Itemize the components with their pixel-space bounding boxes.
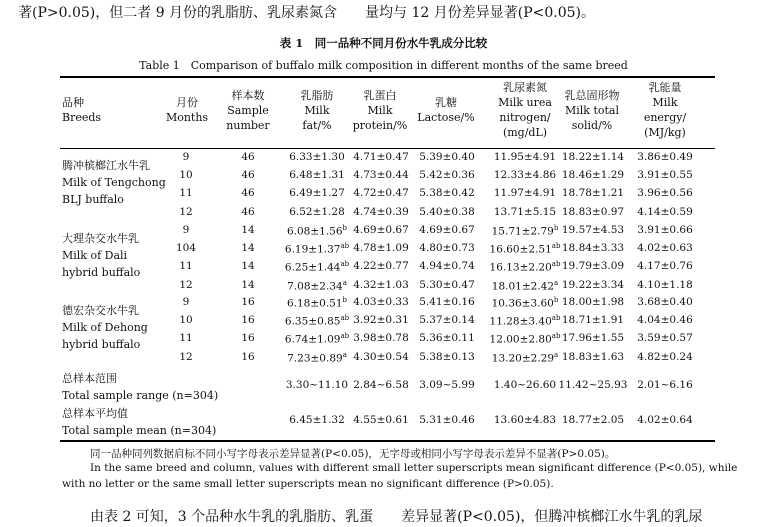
table-cell: 4.82±0.24 [637, 350, 693, 363]
table-cell: 4.74±0.39 [353, 205, 409, 218]
superscript-letter: ab [340, 242, 350, 251]
superscript-letter: a [342, 278, 347, 287]
breed-name-line: 德宏杂交水牛乳 [62, 304, 139, 317]
table-cell: 18.22±1.14 [561, 151, 625, 163]
total-cell: 2.01~6.16 [637, 379, 693, 391]
table-cell: 46 [241, 169, 255, 182]
table-cell: 4.94±0.74 [419, 260, 475, 273]
breed-name-line: BLJ buffalo [62, 193, 124, 206]
superscript-letter: ab [340, 332, 350, 341]
column-header-line: (mg/dL) [502, 126, 548, 139]
column-header-line: 乳能量 [648, 81, 682, 94]
breed-name-line: hybrid buffalo [62, 338, 141, 351]
table-caption-zh: 表 1 同一品种不同月份水牛乳成分比较 [279, 36, 488, 50]
table-cell: 19.79±3.09 [561, 260, 625, 273]
table-cell: 15.71±2.79$^b$ [491, 224, 559, 238]
column-header-line: nitrogen/ [499, 111, 551, 124]
table-cell: 18.71±1.91 [561, 314, 625, 327]
table-cell: 11.95±4.91 [493, 151, 557, 163]
total-label-line: 总样本平均值 [62, 407, 128, 420]
column-header-line: 乳糖 [435, 96, 457, 109]
table-cell: 4.30±0.54 [353, 350, 409, 363]
table-cell: 5.36±0.11 [419, 332, 475, 345]
superscript-letter: ab [551, 314, 561, 323]
table-cell: 5.30±0.47 [419, 278, 475, 291]
column-header [350, 88, 410, 133]
column-header-line: number [226, 119, 270, 132]
table-cell: 6.49±1.27 [289, 187, 345, 200]
body-text-bottom-line: 由表 2 可知，3 个品种水牛乳的乳脂肪、乳蛋 差异显著(P<0.05)，但腾冲槟榔江水牛乳的乳尿 [90, 509, 703, 525]
total-cell: 3.30~11.10 [285, 379, 349, 391]
table-cell: 5.38±0.13 [419, 350, 475, 363]
table-cell: 11.97±4.91 [493, 187, 557, 200]
breed-name-line: hybrid buffalo [62, 266, 141, 279]
table-cell: 14 [241, 224, 255, 236]
table-cell: 46 [241, 187, 255, 200]
superscript-letter: a [554, 278, 559, 287]
column-header-line: energy/ [643, 111, 687, 124]
table-cell: 18.46±1.29 [561, 169, 625, 182]
superscript-letter: ab [340, 260, 350, 269]
table-cell: 9 [182, 296, 190, 308]
total-cell: 1.40~26.60 [493, 379, 557, 391]
table-cell: 4.02±0.63 [637, 242, 693, 255]
table-cell: 18.83±1.63 [561, 350, 625, 363]
table-cell: 14 [241, 278, 255, 291]
table-cell: 9 [182, 224, 190, 236]
body-text-top-line: 著(P>0.05)，但二者 9 月份的乳脂肪、乳尿素氮含 量均与 12 月份差异显著(P<0.05)。 [18, 5, 596, 21]
column-header [62, 95, 132, 125]
column-header-line: Lactose/% [417, 111, 475, 124]
table-cell: 3.59±0.57 [637, 332, 693, 345]
column-header [552, 88, 632, 133]
table-cell: 3.96±0.56 [637, 187, 693, 200]
table-cell: 4.73±0.44 [353, 169, 409, 182]
table-cell: 14 [241, 260, 255, 273]
column-header [630, 80, 700, 140]
table-cell: 4.72±0.47 [353, 187, 409, 200]
superscript-letter: ab [340, 314, 350, 323]
table-cell: 4.03±0.33 [353, 296, 409, 308]
breed-name-line: Milk of Dehong [62, 321, 148, 334]
table-top-rule [60, 76, 715, 78]
table-cell: 13.71±5.15 [493, 205, 557, 218]
table-cell: 3.91±0.55 [637, 169, 693, 182]
table-note-en-1: In the same breed and column, values with different small letter superscripts mean significant difference (P<0.05), while [90, 462, 738, 474]
column-header-line: Milk [304, 104, 330, 117]
total-cell: 3.09~5.99 [419, 379, 475, 391]
breed-name-line: Milk of Tengchong [62, 176, 166, 189]
column-header-line: fat/% [302, 119, 332, 132]
table-cell: 3.91±0.66 [637, 224, 693, 236]
superscript-letter: ab [551, 242, 561, 251]
table-cell: 46 [241, 151, 255, 163]
table-cell: 12 [179, 205, 193, 218]
table-cell: 18.84±3.33 [561, 242, 625, 255]
table-cell: 4.80±0.73 [419, 242, 475, 255]
table-cell: 11 [179, 187, 193, 200]
column-header [162, 95, 212, 125]
column-header-line: Months [165, 111, 209, 124]
total-label [62, 370, 218, 404]
table-cell: 3.86±0.49 [637, 151, 693, 163]
table-cell: 16 [241, 332, 255, 345]
table-cell: 3.68±0.40 [637, 296, 693, 308]
table-cell: 46 [241, 205, 255, 218]
table-cell: 6.35±0.85$^{ab}$ [284, 314, 350, 328]
column-header-line: protein/% [352, 119, 408, 132]
total-cell: 5.31±0.46 [419, 414, 475, 426]
table-cell: 5.39±0.40 [419, 151, 475, 163]
table-cell: 18.83±0.97 [561, 205, 625, 218]
column-header-line: 样本数 [231, 89, 265, 102]
table-cell: 6.52±1.28 [289, 205, 345, 218]
table-cell: 4.78±1.09 [353, 242, 409, 255]
table-cell: 5.37±0.14 [419, 314, 475, 327]
table-cell: 11 [179, 332, 193, 345]
total-label-line: Total sample range (n=304) [62, 389, 219, 402]
table-note-zh: 同一品种同列数据肩标不同小写字母表示差异显著(P<0.05)，无字母或相同小写字母表示差异不显著(P>0.05)。 [90, 448, 616, 460]
table-cell: 5.41±0.16 [419, 296, 475, 308]
table-cell: 17.96±1.55 [561, 332, 625, 345]
total-cell: 4.55±0.61 [353, 414, 409, 426]
superscript-letter: ab [551, 260, 561, 269]
total-cell: 13.60±4.83 [493, 414, 557, 426]
table-cell: 4.22±0.77 [353, 260, 409, 273]
table-cell: 6.33±1.30 [289, 151, 345, 163]
table-cell: 16.13±2.20$^{ab}$ [489, 260, 561, 274]
total-cell: 18.77±2.05 [561, 414, 625, 426]
breed-name [62, 230, 140, 281]
table-cell: 16.60±2.51$^{ab}$ [489, 242, 561, 256]
breed-name-line: 大理杂交水牛乳 [62, 232, 139, 245]
table-cell: 4.69±0.67 [353, 224, 409, 236]
column-header-line: Milk total [564, 104, 619, 117]
table-cell: 6.25±1.44$^{ab}$ [284, 260, 350, 274]
superscript-letter: a [342, 350, 347, 359]
table-cell: 10 [179, 314, 193, 327]
total-cell: 6.45±1.32 [289, 414, 345, 426]
table-cell: 4.71±0.47 [353, 151, 409, 163]
table-cell: 4.04±0.46 [637, 314, 693, 327]
table-cell: 5.38±0.42 [419, 187, 475, 200]
table-cell: 10.36±3.60$^b$ [491, 296, 559, 310]
table-cell: 7.08±2.34$^a$ [287, 278, 347, 293]
table-cell: 9 [182, 151, 190, 163]
superscript-letter: b [342, 296, 348, 304]
table-cell: 18.01±2.42$^a$ [491, 278, 559, 293]
column-header-line: Milk urea [498, 96, 552, 109]
table-cell: 12 [179, 350, 193, 363]
table-cell: 6.08±1.56$^b$ [286, 224, 348, 238]
column-header-line: 乳脂肪 [300, 89, 334, 102]
table-cell: 10 [179, 169, 193, 182]
table-caption-en: Table 1 Comparison of buffalo milk composition in different months of the same breed [139, 59, 628, 72]
breed-name [62, 157, 166, 208]
table-cell: 6.18±0.51$^b$ [286, 296, 348, 310]
table-cell: 104 [175, 242, 197, 255]
table-header-rule [60, 148, 715, 149]
breed-name [62, 302, 148, 353]
column-header-line: Sample [227, 104, 269, 117]
table-bottom-rule [60, 440, 715, 442]
breed-name-line: Milk of Dali [62, 249, 128, 262]
column-header-line: 乳总固形物 [564, 89, 620, 102]
table-cell: 16 [241, 296, 255, 308]
total-cell: 2.84~6.58 [353, 379, 409, 391]
table-cell: 6.19±1.37$^{ab}$ [284, 242, 350, 256]
table-cell: 4.17±0.76 [637, 260, 693, 273]
column-header-line: 月份 [176, 96, 198, 109]
table-cell: 4.10±1.18 [637, 278, 693, 291]
table-cell: 11 [179, 260, 193, 273]
table-cell: 4.69±0.67 [419, 224, 475, 236]
column-header-line: 乳尿素氮 [503, 81, 547, 94]
table-note-en-2: with no letter or the same small letter superscripts mean no significant difference (P>0.05). [62, 478, 554, 490]
table-cell: 12.00±2.80$^{ab}$ [489, 332, 561, 346]
table-cell: 11.28±3.40$^{ab}$ [489, 314, 561, 328]
total-cell: 4.02±0.64 [637, 414, 693, 426]
column-header-line: 乳蛋白 [363, 89, 397, 102]
superscript-letter: a [554, 350, 559, 359]
table-cell: 16 [241, 314, 255, 327]
table-cell: 5.42±0.36 [419, 169, 475, 182]
table-cell: 19.57±4.53 [561, 224, 625, 236]
total-label-line: 总样本范围 [62, 372, 117, 385]
table-cell: 14 [241, 242, 255, 255]
column-header-line: (MJ/kg) [644, 126, 686, 139]
table-cell: 4.32±1.03 [353, 278, 409, 291]
table-cell: 18.78±1.21 [561, 187, 625, 200]
superscript-letter: ab [551, 332, 561, 341]
superscript-letter: b [553, 296, 559, 304]
table-cell: 18.00±1.98 [561, 296, 625, 308]
column-header-line: solid/% [571, 119, 613, 132]
breed-name-line: 腾冲槟榔江水牛乳 [62, 159, 150, 172]
table-cell: 12.33±4.86 [493, 169, 557, 182]
column-header [218, 88, 278, 133]
superscript-letter: b [553, 224, 559, 232]
table-cell: 12 [179, 278, 193, 291]
column-header [414, 95, 478, 125]
table-cell: 3.92±0.31 [353, 314, 409, 327]
table-cell: 16 [241, 350, 255, 363]
superscript-letter: b [342, 224, 348, 232]
table-cell: 7.23±0.89$^a$ [287, 350, 347, 365]
table-cell: 6.48±1.31 [289, 169, 345, 182]
table-cell: 19.22±3.34 [561, 278, 625, 291]
column-header-line: 品种 [62, 96, 84, 109]
table-cell: 3.98±0.78 [353, 332, 409, 345]
table-cell: 6.74±1.09$^{ab}$ [284, 332, 350, 346]
total-label-line: Total sample mean (n=304) [62, 424, 217, 437]
table-cell: 13.20±2.29$^a$ [491, 350, 559, 365]
column-header-line: Milk [652, 96, 678, 109]
table-cell: 4.14±0.59 [637, 205, 693, 218]
column-header-line: Milk [367, 104, 393, 117]
table-cell: 5.40±0.38 [419, 205, 475, 218]
column-header-line: Breeds [62, 111, 102, 124]
total-cell: 11.42~25.93 [558, 379, 628, 391]
column-header [282, 88, 352, 133]
total-label [62, 405, 216, 439]
